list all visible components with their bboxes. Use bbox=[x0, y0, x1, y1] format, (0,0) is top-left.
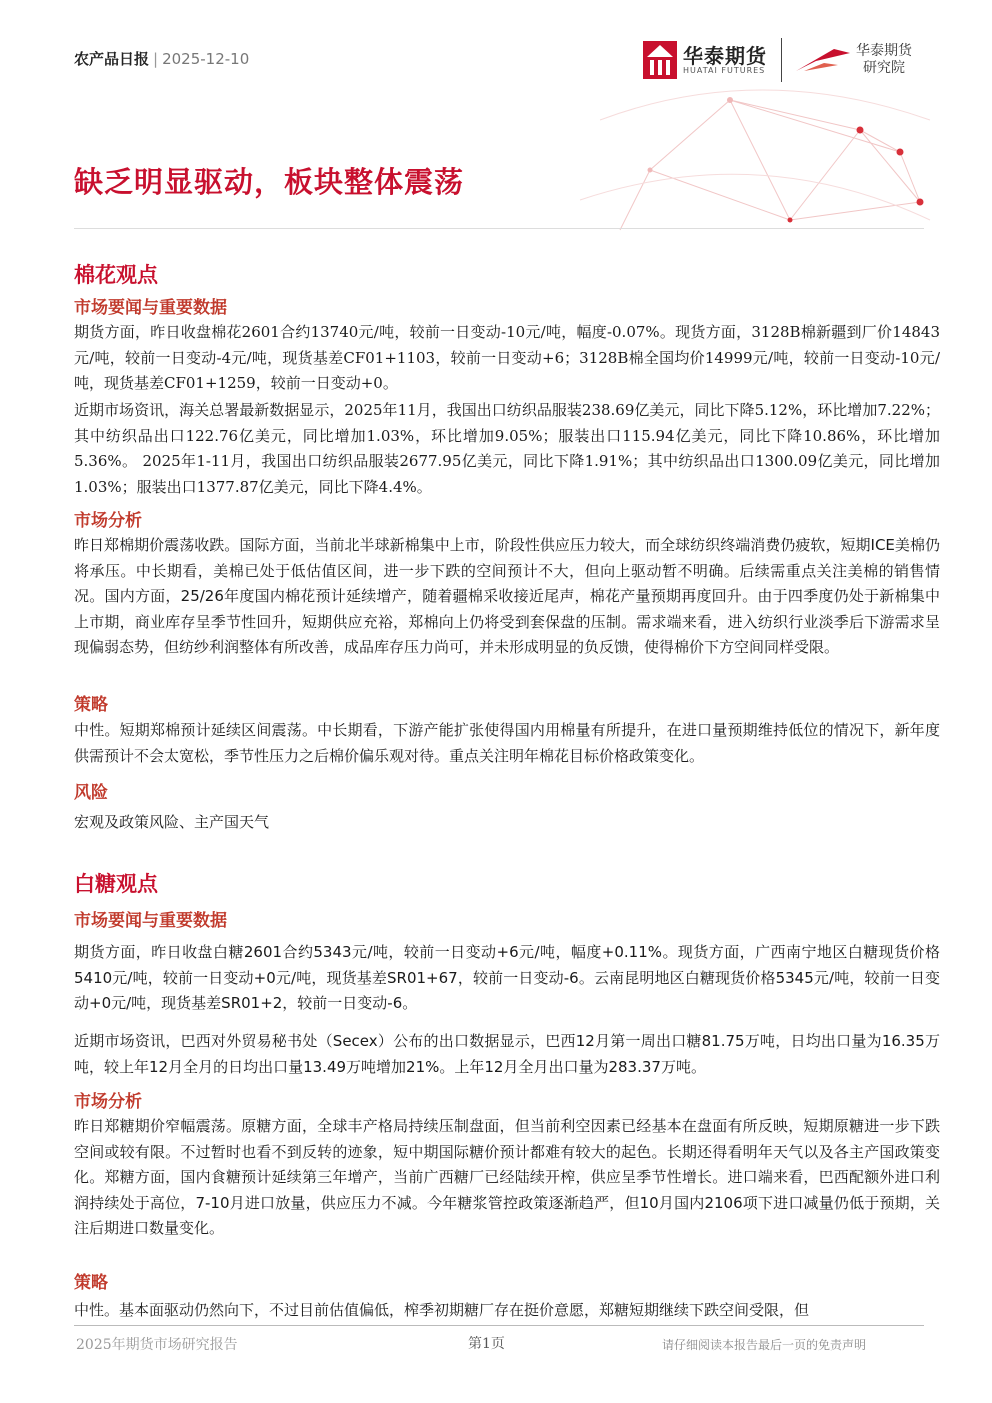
cotton-market-paragraph-1: 期货方面，昨日收盘棉花2601合约13740元/吨，较前一日变动-10元/吨，幅度-0.07%。现货方面，3128B棉新疆到厂价14843元/吨，较前一日变动-4元/吨，现货基差CF01+1103，较前一日变动+6；3128B棉全国均价14999元/吨，较前一日变动-10元/吨，现货基差CF01+1259，较前一日变动+0。 bbox=[74, 323, 940, 392]
institute-line-1: 华泰期货 bbox=[856, 42, 912, 59]
cotton-strategy-paragraph: 中性。短期郑棉预计延续区间震荡。中长期看，下游产能扩张使得国内用棉量有所提升，在进口量预期维持低位的情况下，新年度供需预计不会太宽松，季节性压力之后棉价偏乐观对待。重点关注明年棉花目标价格政策变化。 bbox=[74, 721, 940, 765]
cotton-strategy-heading: 策略 bbox=[74, 695, 108, 715]
sugar-section-heading: 白糖观点 bbox=[74, 872, 158, 896]
title-divider bbox=[74, 228, 924, 229]
sugar-market-heading: 市场要闻与重要数据 bbox=[74, 911, 227, 931]
footer-report-name: 2025年期货市场研究报告 bbox=[76, 1337, 238, 1353]
logo-divider bbox=[781, 38, 782, 82]
cotton-section-heading: 棉花观点 bbox=[74, 263, 158, 287]
sugar-market-paragraph-2: 近期市场资讯，巴西对外贸易秘书处（Secex）公布的出口数据显示，巴西12月第一周出口糖81.75万吨，日均出口量为16.35万吨，较上年12月全月的日均出口量13.49万吨增加21%。上年12月全月出口量为283.37万吨。 bbox=[74, 1032, 940, 1076]
decorative-network-graphic bbox=[560, 80, 932, 232]
footer-disclaimer-note: 请仔细阅读本报告最后一页的免责声明 bbox=[662, 1338, 867, 1352]
company-logo bbox=[643, 38, 912, 82]
cotton-market-heading: 市场要闻与重要数据 bbox=[74, 298, 227, 318]
footer-page-number: 第1页 bbox=[468, 1336, 505, 1352]
institute-line-2: 研究院 bbox=[863, 60, 905, 76]
institute-wing-icon bbox=[794, 45, 852, 75]
sugar-analysis-paragraph: 昨日郑糖期价窄幅震荡。原糖方面，全球丰产格局持续压制盘面，但当前利空因素已经基本在盘面有所反映，短期原糖进一步下跌空间或较有限。不过暂时也看不到反转的迹象，短中期国际糖价预计都难有较大的起色。长期还得看明年天气以及各主产国政策变化。郑糖方面，国内食糖预计延续第三年增产，当前广西糖厂已经陆续开榨，供应呈季节性增长。进口端来看，巴西配额外进口利润持续处于高位，7-10月进口放量，供应压力不减。今年糖浆管控政策逐渐趋严，但10月国内2106项下进口减量仍低于预期，关注后期进口数量变化。 bbox=[74, 1117, 940, 1237]
report-header bbox=[74, 48, 249, 69]
logo-name-cn: 华泰期货 bbox=[683, 43, 767, 68]
sugar-market-paragraph-1: 期货方面，昨日收盘白糖2601合约5343元/吨，较前一日变动+6元/吨，幅度+0.11%。现货方面，广西南宁地区白糖现货价格5410元/吨，较前一日变动+0元/吨，现货基差SR01+67，较前一日变动-6。云南昆明地区白糖现货价格5345元/吨，较前一日变动+0元/吨，现货基差SR01+2，较前一日变动-6。 bbox=[74, 943, 940, 1012]
footer-divider bbox=[74, 1325, 924, 1326]
sugar-strategy-paragraph: 中性。基本面驱动仍然向下，不过目前估值偏低，榨季初期糖厂存在挺价意愿，郑糖短期继续下跌空间受限，但 bbox=[74, 1301, 810, 1319]
page-title: 缺乏明显驱动，板块整体震荡 bbox=[74, 165, 465, 199]
report-date: 2025-12-10 bbox=[162, 50, 250, 68]
cotton-analysis-paragraph: 昨日郑棉期价震荡收跌。国际方面，当前北半球新棉集中上市，阶段性供应压力较大，而全球纺织终端消费仍疲软，短期ICE美棉仍将承压。中长期看，美棉已处于低估值区间，进一步下跌的空间预计不大，但向上驱动暂不明确。后续需重点关注美棉的销售情况。国内方面，25/26年度国内棉花预计延续增产，随着疆棉采收接近尾声，棉花产量预期再度回升。由于四季度仍处于新棉集中上市期，商业库存呈季节性回升，短期供应充裕，郑棉向上仍将受到套保盘的压制。需求端来看，进入纺织行业淡季后下游需求呈现偏弱态势，但纺纱利润整体有所改善，成品库存压力尚可，并未形成明显的负反馈，使得棉价下方空间同样受限。 bbox=[74, 536, 940, 656]
sugar-strategy-heading: 策略 bbox=[74, 1273, 108, 1293]
cotton-market-paragraph-2: 近期市场资讯，海关总署最新数据显示，2025年11月，我国出口纺织品服装238.69亿美元，同比下降5.12%，环比增加7.22%；其中纺织品出口122.76亿美元，同比增加1.03%，环比增加9.05%；服装出口115.94亿美元，同比下降10.86%，环比增加5.36%。 2025年1-11月，我国出口纺织品服装2677.95亿美元，同比下降1.91%；其中纺织品出口1300.09亿美元，同比增加1.03%；服装出口1377.87亿美元，同比下降4.4%。 bbox=[74, 401, 940, 496]
sugar-analysis-heading: 市场分析 bbox=[74, 1092, 142, 1112]
report-type: 农产品日报 bbox=[74, 50, 150, 68]
institute-logo bbox=[794, 43, 912, 78]
logo-name-en: HUATAI FUTURES bbox=[683, 65, 766, 75]
huatai-logo-icon bbox=[643, 41, 677, 79]
header-separator: | bbox=[153, 50, 159, 68]
cotton-risk-heading: 风险 bbox=[74, 783, 108, 803]
cotton-analysis-heading: 市场分析 bbox=[74, 511, 142, 531]
cotton-risk-paragraph: 宏观及政策风险、主产国天气 bbox=[74, 813, 270, 831]
